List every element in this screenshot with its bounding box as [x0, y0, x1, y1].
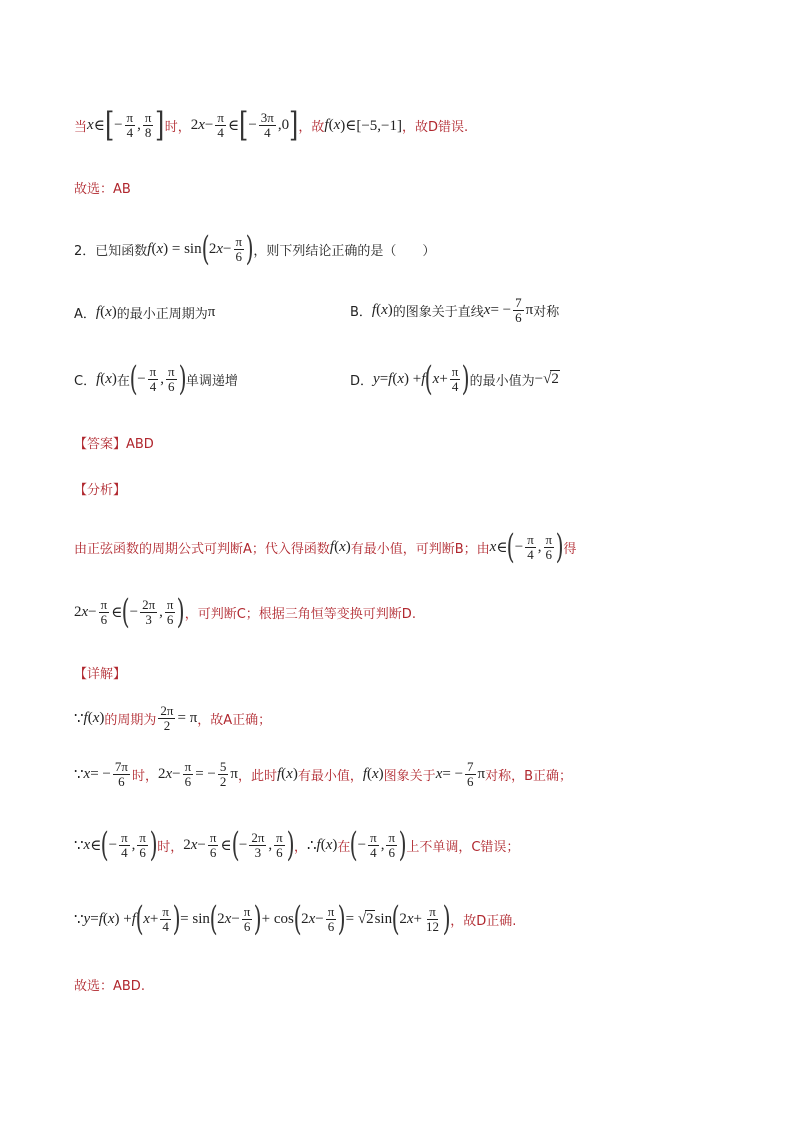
fraction: $\frac{\pi}{4}$ [121, 829, 128, 860]
question-2 [74, 229, 436, 269]
paren: ( [100, 825, 109, 865]
option-text: 的最小正周期为 [116, 307, 208, 322]
math: f [388, 370, 393, 387]
math: , [537, 538, 542, 555]
math: π [477, 766, 486, 782]
math: x [92, 710, 100, 726]
math: f [83, 710, 88, 726]
option-c [74, 359, 238, 399]
math: ( [328, 116, 334, 133]
math: − [137, 370, 146, 387]
analysis-line-2 [74, 592, 416, 632]
fraction: $\frac{7}{6}$ [467, 759, 474, 789]
text: 在 [337, 839, 351, 855]
math: + cos [261, 910, 294, 927]
math: , [380, 836, 385, 853]
paren: ( [425, 359, 434, 399]
option-d [350, 359, 560, 399]
math: − [88, 603, 97, 620]
math: f [276, 766, 282, 782]
paren: ) [149, 825, 158, 865]
paren: ) [286, 825, 295, 865]
math: ) + [404, 370, 422, 387]
fraction: $\frac{\pi}{6}$ [100, 596, 108, 627]
fraction: $\frac{7}{6}$ [515, 295, 522, 325]
paren: ( [293, 899, 302, 939]
math: ∈ [93, 117, 105, 134]
math: = √ [345, 910, 367, 927]
math: ,0 [277, 116, 290, 133]
fraction: $\frac{\pi}{6}$ [276, 829, 283, 860]
answer-label: 【答案】ABD [74, 437, 154, 452]
math: )∈[−5,−1] [340, 117, 402, 134]
math: ) [99, 710, 105, 726]
math: x [165, 766, 173, 782]
math: − [315, 910, 324, 927]
math: ) = sin [163, 240, 202, 257]
math: , [160, 370, 164, 387]
math: ∵ [74, 911, 84, 928]
math: f [316, 836, 321, 853]
math: ( [367, 766, 372, 782]
fraction: $\frac{\pi}{6}$ [139, 829, 146, 860]
math: ) [345, 538, 351, 555]
math: f [362, 766, 367, 782]
math: x [333, 116, 341, 133]
math: f [371, 302, 377, 318]
detail-line-1 [74, 704, 271, 733]
math: x [224, 910, 232, 927]
math: − [172, 766, 181, 782]
option-label: B． [350, 305, 372, 320]
text: 时， [131, 769, 158, 784]
math: y [373, 370, 380, 387]
text: 对称，B正确； [485, 769, 573, 784]
math: x [105, 370, 112, 387]
math: ( [102, 910, 108, 927]
fraction: $\frac{\pi}{6}$ [243, 903, 251, 934]
fraction: $\frac{\pi}{6}$ [209, 829, 217, 860]
option-text: 单调递增 [185, 373, 238, 389]
math: ) [111, 304, 117, 320]
math: ) [292, 766, 298, 782]
math: x [381, 302, 388, 318]
paren: ) [337, 899, 346, 939]
math: x [397, 370, 404, 387]
bracket: [ [104, 105, 115, 145]
math: x [372, 766, 379, 782]
math: ( [392, 370, 398, 387]
bracket: ] [289, 105, 299, 145]
math: , [137, 116, 141, 133]
text: ，故D正确. [450, 913, 517, 929]
math: x [435, 766, 443, 782]
text: 由正弦函数的周期公式可判断A；代入得函数 [74, 541, 330, 557]
math: = π [177, 710, 198, 726]
text: 时， [164, 119, 191, 135]
math: x [81, 603, 89, 620]
question-text: 2．已知函数 [74, 243, 148, 259]
math: f [147, 240, 152, 257]
paren: ( [209, 899, 218, 939]
fraction: $\frac{\pi}{4}$ [149, 363, 157, 394]
math: = sin [180, 910, 210, 927]
math: ) [387, 302, 393, 318]
math: ( [376, 302, 382, 318]
math: ( [100, 304, 106, 320]
fraction: $\frac{\pi}{6}$ [184, 759, 192, 789]
math: 2 [157, 766, 166, 782]
paren: ( [135, 899, 144, 939]
math: , [131, 836, 136, 853]
math: x [339, 538, 346, 555]
paren: ) [177, 592, 186, 632]
bracket: [ [239, 105, 249, 145]
paren: ( [129, 359, 138, 399]
math: ∈ [111, 604, 123, 621]
math: x [190, 836, 198, 853]
paren: ( [507, 527, 516, 567]
math: − [129, 603, 139, 620]
math: − [204, 116, 214, 133]
math: f [95, 304, 101, 320]
math: ) [378, 766, 384, 782]
math: π [525, 302, 534, 318]
option-text: 的最小值为 [469, 373, 535, 389]
math: − [231, 910, 240, 927]
text: 得 [563, 541, 577, 557]
math: f [98, 910, 103, 927]
fraction: $\frac{\pi}{6}$ [545, 531, 553, 562]
math: x [143, 910, 150, 927]
math: f [96, 370, 101, 387]
math: ( [281, 766, 287, 782]
math: + [413, 910, 422, 927]
paren: ( [350, 825, 359, 865]
paren: ) [172, 899, 181, 939]
fraction: $\frac{\pi}{4}$ [370, 829, 377, 860]
text: ，可判断C；根据三角恒等变换可判断D. [184, 606, 416, 622]
math: x [156, 240, 164, 257]
math: f [131, 910, 136, 927]
math: ∈ [496, 539, 508, 556]
math: 2 [74, 603, 82, 620]
math: ( [87, 710, 93, 726]
math: ( [100, 370, 106, 387]
math: − [248, 116, 257, 133]
fraction: $\frac{\pi}{12}$ [425, 903, 439, 934]
math: x [308, 910, 316, 927]
math: x [83, 766, 91, 782]
fraction: $\frac{2\pi}{2}$ [160, 703, 174, 733]
fraction: $\frac{3\pi}{4}$ [260, 109, 274, 140]
math: π [207, 304, 216, 320]
math: x [325, 836, 333, 853]
fraction: $\frac{\pi}{6}$ [235, 233, 243, 264]
math: = [90, 910, 99, 927]
math: f [329, 538, 335, 555]
text: ，此时 [237, 769, 277, 784]
fraction: $\frac{\pi}{6}$ [168, 363, 175, 394]
math: − [357, 836, 367, 853]
fraction: $\frac{\pi}{6}$ [166, 596, 174, 627]
math: = − [490, 302, 512, 318]
detail-line-2 [74, 760, 572, 789]
math: π [230, 766, 238, 782]
math: ) [332, 836, 338, 853]
paren: ) [555, 527, 564, 567]
paren: ) [462, 359, 470, 399]
math: 2 [551, 371, 559, 387]
math: + [439, 370, 448, 387]
math: ∵ [74, 767, 84, 783]
math: x [432, 370, 440, 387]
detail-line-3 [74, 825, 520, 865]
math: − [238, 836, 248, 853]
paren: ( [391, 899, 400, 939]
math: x [105, 304, 112, 320]
math: ( [151, 240, 157, 257]
math: f [324, 116, 329, 133]
math: ) + [114, 910, 132, 927]
math: 2 [183, 836, 191, 853]
option-text: 对称 [533, 305, 560, 320]
math: ( [334, 538, 340, 555]
math: = − [195, 766, 216, 782]
line-1 [74, 105, 469, 145]
text: ，故 [298, 119, 325, 135]
math: x [198, 116, 205, 133]
option-a [74, 303, 215, 322]
question-text: ，则下列结论正确的是（ ） [253, 243, 436, 259]
math: 2 [301, 910, 309, 927]
fraction: $\frac{5}{2}$ [219, 759, 227, 789]
math: ∈ [220, 837, 232, 854]
choice-abd: 故选：ABD. [74, 979, 145, 994]
math: x [87, 116, 94, 133]
math: ( [320, 836, 326, 853]
math: 2 [217, 910, 225, 927]
fraction: $\frac{7\pi}{6}$ [114, 759, 128, 789]
paren: ( [231, 825, 240, 865]
paren: ( [201, 229, 210, 269]
math: ∈ [90, 837, 102, 854]
math: 2 [208, 240, 217, 257]
text: 的周期为 [104, 713, 157, 728]
math: + [149, 910, 159, 927]
choice-ab: 故选：AB [74, 182, 131, 197]
fraction: $\frac{\pi}{4}$ [126, 109, 134, 140]
math: − [108, 836, 118, 853]
math: − [197, 836, 206, 853]
fraction: $\frac{\pi}{4}$ [162, 903, 169, 934]
text: ，故A正确； [197, 713, 272, 728]
paren: ) [178, 359, 187, 399]
math: f [421, 370, 426, 387]
math: −√ [534, 370, 552, 387]
math: y [83, 910, 91, 927]
fraction: $\frac{\pi}{4}$ [217, 109, 224, 140]
math: ∈ [227, 117, 240, 134]
option-label: D． [350, 373, 374, 389]
text: 有最小值， [297, 769, 363, 784]
fraction: $\frac{\pi}{4}$ [527, 531, 534, 562]
fraction: $\frac{2\pi}{3}$ [142, 596, 156, 627]
fraction: $\frac{\pi}{6}$ [388, 829, 396, 860]
paren: ) [245, 229, 254, 269]
text: ， [293, 839, 307, 855]
fraction: $\frac{2\pi}{3}$ [251, 829, 265, 860]
bracket: ] [155, 105, 165, 145]
math: = [379, 370, 389, 387]
paren: ) [254, 899, 262, 939]
option-label: A． [74, 307, 96, 322]
text: 有最小值，可判断B；由 [350, 541, 490, 557]
option-text: 的图象关于直线 [392, 305, 484, 320]
math: 2 [399, 910, 407, 927]
math: = − [90, 766, 111, 782]
math: 2 [366, 911, 374, 927]
paren: ( [121, 592, 130, 632]
math: x [483, 302, 491, 318]
option-text: 在 [116, 373, 130, 389]
math: ) [111, 370, 117, 387]
math: , [268, 836, 273, 853]
math: − [514, 538, 524, 555]
math: , [159, 603, 163, 620]
math: x [83, 836, 91, 853]
math: x [286, 766, 293, 782]
text: 图象关于 [383, 769, 436, 784]
detail-line-4 [74, 899, 517, 939]
math: 2 [190, 116, 199, 133]
text: 上不单调，C错误； [406, 839, 520, 855]
analysis-label: 【分析】 [74, 483, 127, 498]
detail-label: 【详解】 [74, 667, 127, 682]
paren: ) [442, 899, 451, 939]
fraction: $\frac{\pi}{6}$ [327, 903, 335, 934]
math: sin [374, 910, 393, 927]
paren: ) [398, 825, 407, 865]
text: 当 [74, 119, 88, 135]
option-b [350, 296, 559, 325]
math: − [114, 116, 123, 133]
text: ，故D错误. [402, 119, 469, 135]
math: ∵ [74, 837, 84, 854]
math: x [216, 240, 224, 257]
analysis-line-1 [74, 527, 577, 567]
math: x [406, 910, 414, 927]
math: x [489, 538, 497, 555]
math: − [223, 240, 232, 257]
text: 时， [157, 839, 184, 855]
math: x [107, 910, 115, 927]
math: ∵ [74, 711, 84, 727]
fraction: $\frac{\pi}{4}$ [451, 363, 459, 394]
fraction: $\frac{\pi}{8}$ [144, 109, 152, 140]
math: ∴ [307, 837, 317, 854]
option-label: C． [74, 373, 97, 389]
math: = − [442, 766, 464, 782]
